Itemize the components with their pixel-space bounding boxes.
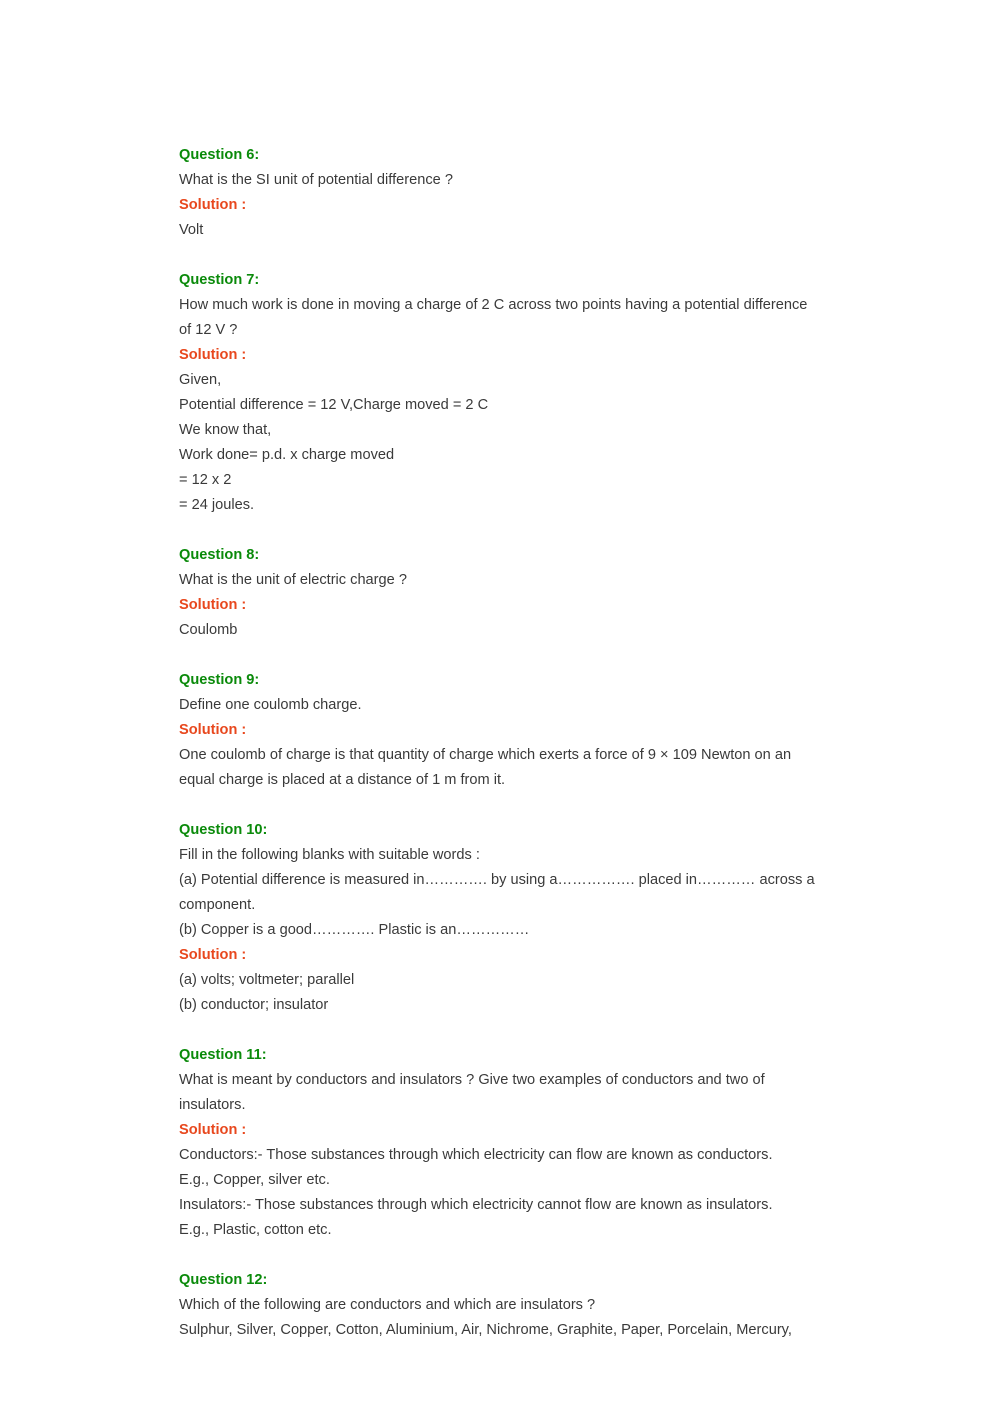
question-text: What is the unit of electric charge ? (179, 572, 407, 588)
question-block-10 (179, 818, 819, 1018)
question-title: Question 12: (179, 1272, 268, 1288)
question-text: (b) Copper is a good…………. Plastic is an…………… (179, 922, 530, 938)
question-title: Question 9: (179, 672, 260, 688)
question-text: Sulphur, Silver, Copper, Cotton, Aluminium, Air, Nichrome, Graphite, Paper, Porcelain, Mercury, (179, 1322, 792, 1338)
question-block-6 (179, 143, 819, 243)
question-text: Fill in the following blanks with suitable words : (179, 847, 480, 863)
solution-text: Conductors:- Those substances through which electricity can flow are known as conductors. (179, 1147, 773, 1163)
question-text: Define one coulomb charge. (179, 697, 362, 713)
solution-text: Insulators:- Those substances through which electricity cannot flow are known as insulators. (179, 1197, 773, 1213)
question-block-12 (179, 1268, 819, 1343)
question-text: (a) Potential difference is measured in…………. by using a……………. placed in………… across a component. (179, 872, 815, 913)
question-title: Question 10: (179, 822, 268, 838)
question-title: Question 11: (179, 1047, 267, 1063)
solution-text: We know that, (179, 422, 272, 438)
solution-text: Given, (179, 372, 222, 388)
question-text: What is the SI unit of potential difference ? (179, 172, 453, 188)
solution-label: Solution : (179, 347, 247, 363)
solution-text: (b) conductor; insulator (179, 997, 329, 1013)
solution-text: (a) volts; voltmeter; parallel (179, 972, 355, 988)
solution-text: Coulomb (179, 622, 238, 638)
question-text: Which of the following are conductors and which are insulators ? (179, 1297, 596, 1313)
solution-label: Solution : (179, 197, 247, 213)
solution-label: Solution : (179, 722, 247, 738)
solution-text: Volt (179, 222, 204, 238)
solution-text: = 24 joules. (179, 497, 255, 513)
question-block-9 (179, 668, 819, 793)
question-block-11 (179, 1043, 819, 1243)
solution-text: E.g., Plastic, cotton etc. (179, 1222, 332, 1238)
question-block-8 (179, 543, 819, 643)
solution-text: One coulomb of charge is that quantity of charge which exerts a force of 9 × 109 Newton on an equal charge is placed at a distance of 1 m from it. (179, 747, 792, 788)
solution-text: E.g., Copper, silver etc. (179, 1172, 330, 1188)
solution-text: = 12 x 2 (179, 472, 232, 488)
question-block-7 (179, 268, 819, 518)
solution-label: Solution : (179, 597, 247, 613)
solution-label: Solution : (179, 1122, 247, 1138)
document-page (179, 143, 819, 1368)
solution-label: Solution : (179, 947, 247, 963)
question-text: What is meant by conductors and insulators ? Give two examples of conductors and two of insulators. (179, 1072, 765, 1113)
question-title: Question 8: (179, 547, 260, 563)
solution-text: Potential difference = 12 V,Charge moved = 2 C (179, 397, 489, 413)
solution-text: Work done= p.d. x charge moved (179, 447, 395, 463)
question-title: Question 7: (179, 272, 260, 288)
question-title: Question 6: (179, 147, 260, 163)
question-text: How much work is done in moving a charge of 2 C across two points having a potential difference of 12 V ? (179, 297, 808, 338)
